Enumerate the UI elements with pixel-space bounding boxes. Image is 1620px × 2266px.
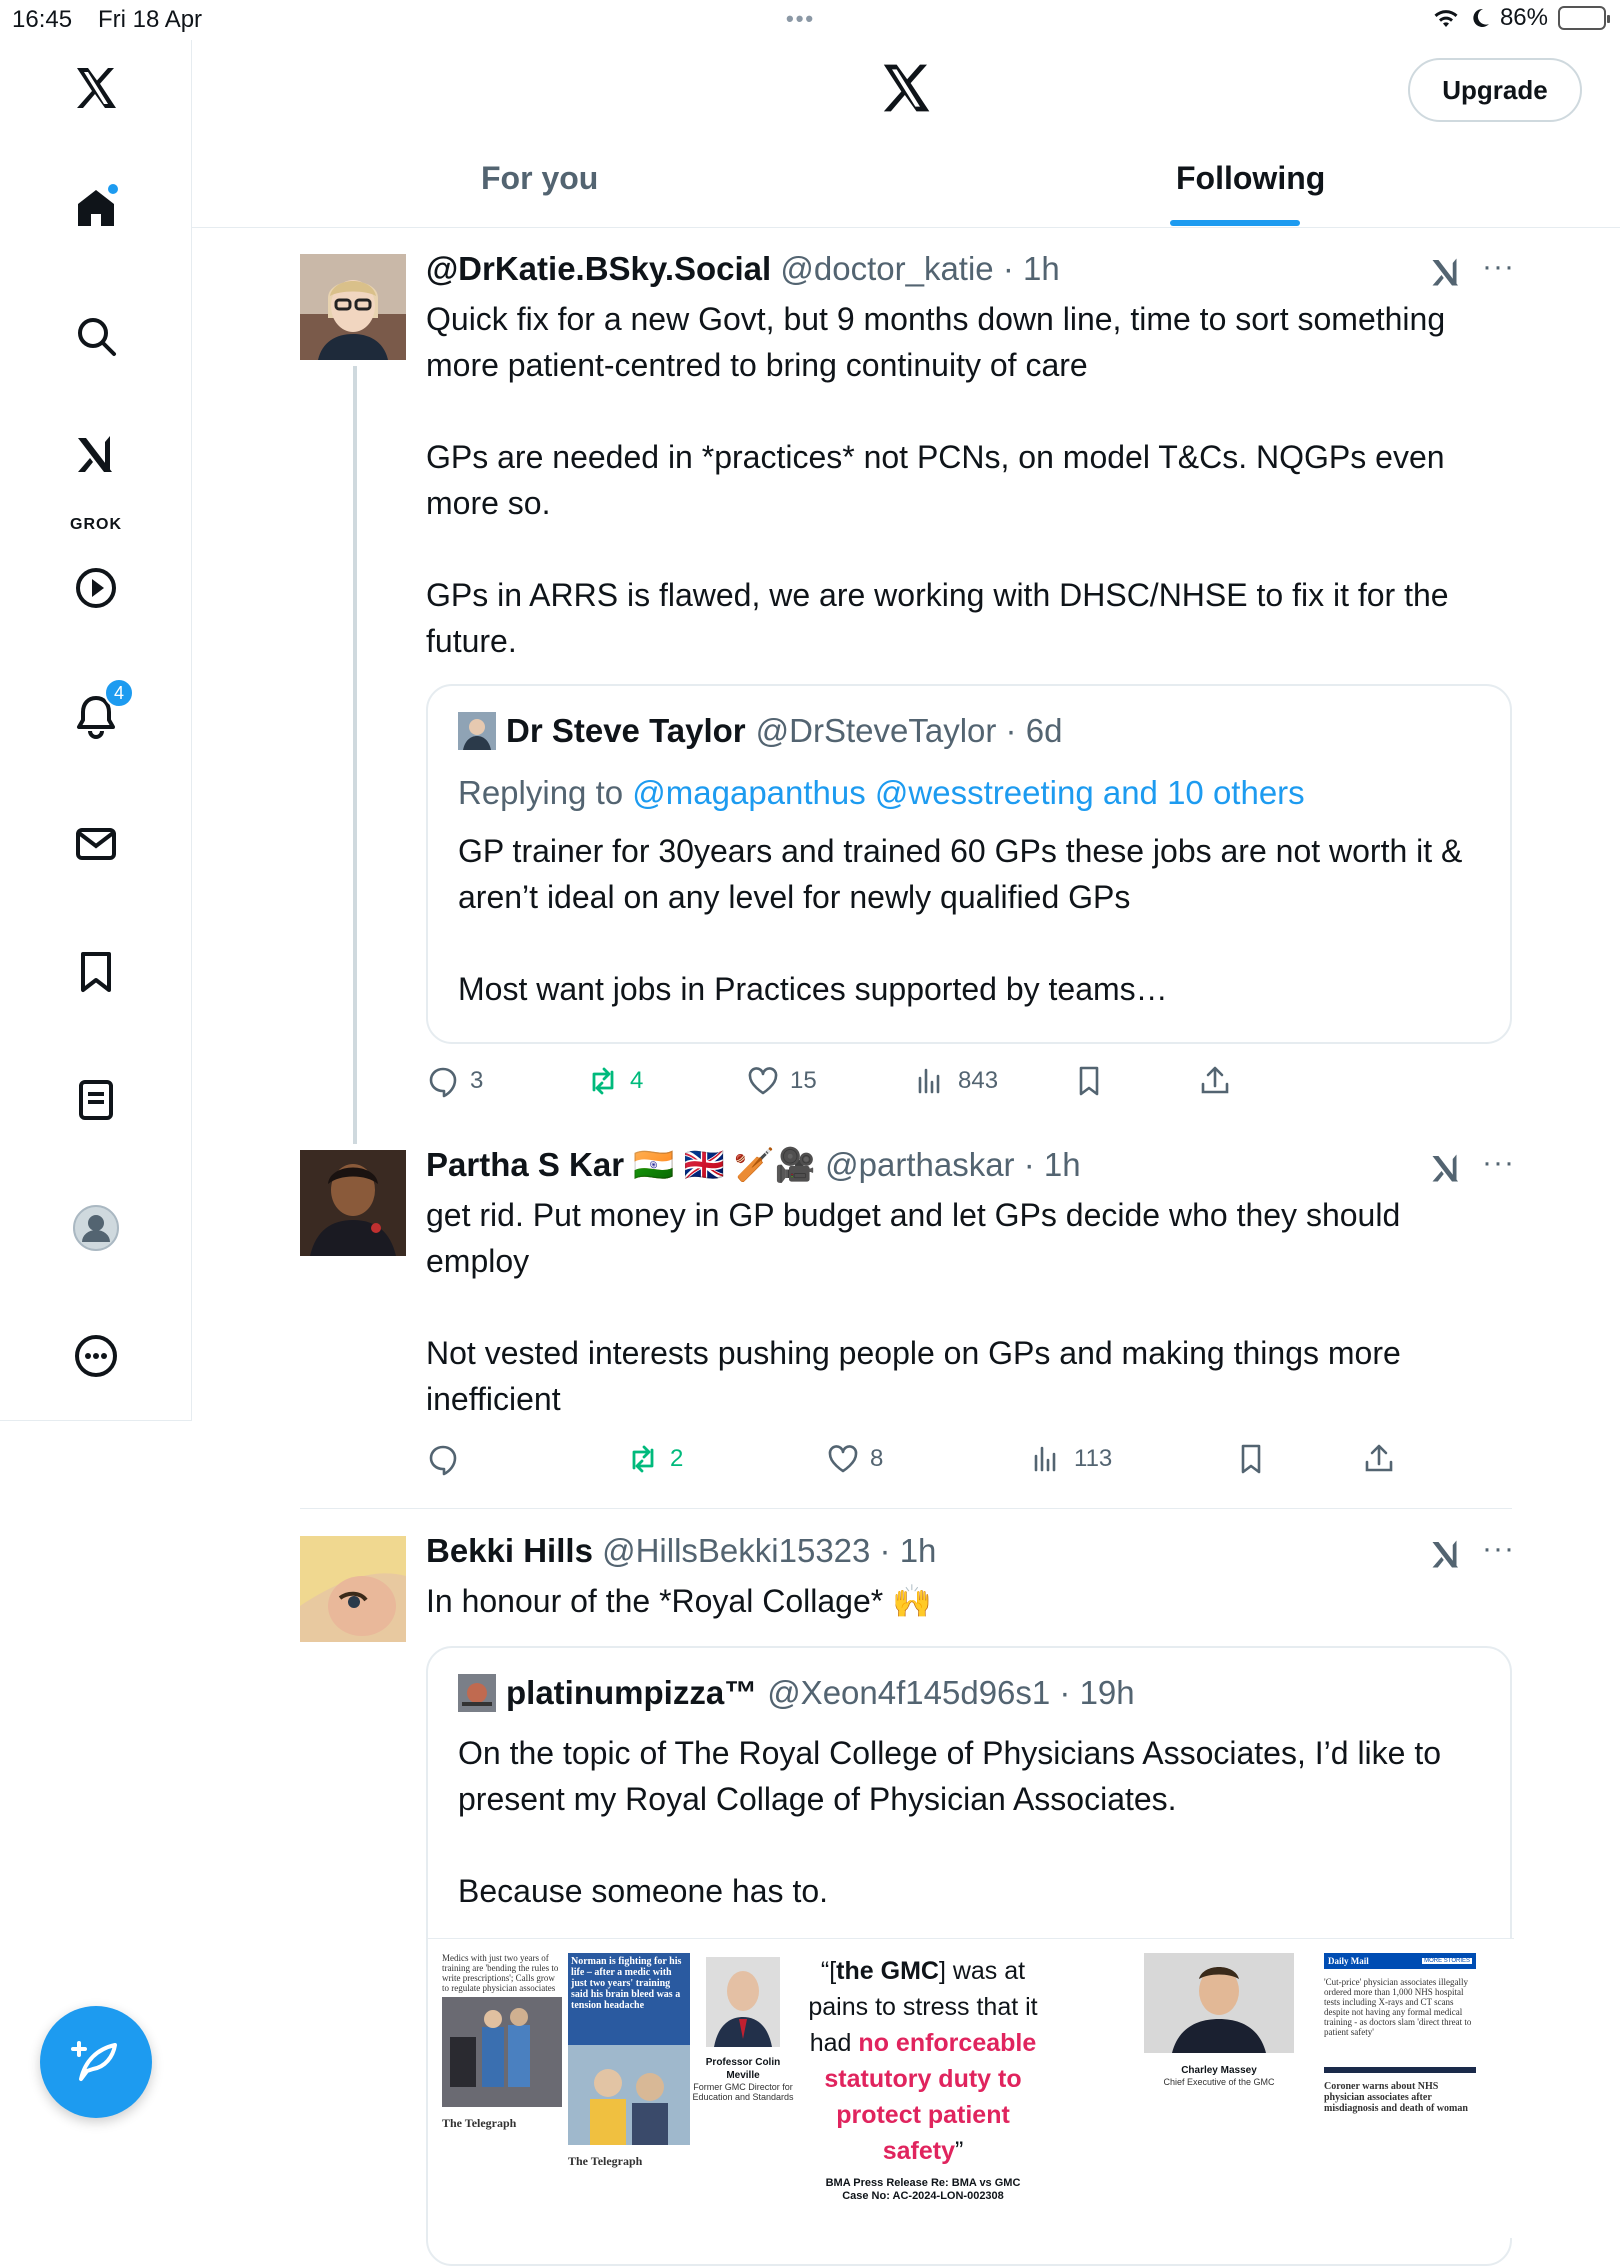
grok-explain-icon[interactable] xyxy=(1428,254,1464,290)
gmc-quote-bold: the GMC xyxy=(836,1957,939,1985)
battery-icon xyxy=(1558,6,1606,30)
quote-avatar xyxy=(458,712,496,750)
views-button[interactable] xyxy=(914,1064,998,1098)
moon-icon xyxy=(1470,7,1490,29)
gmc-quote-close: ” xyxy=(954,2137,964,2165)
panel3-name: Professor Colin Meville xyxy=(705,2057,781,2081)
reply-button[interactable] xyxy=(426,1442,470,1476)
replying-prefix: Replying to xyxy=(458,774,633,811)
share-button[interactable] xyxy=(1362,1442,1396,1476)
tweet-actions xyxy=(426,1442,1526,1482)
collage-panel-telegraph-2 xyxy=(568,1953,690,2233)
grok-label: GROK xyxy=(70,516,122,533)
views-button[interactable] xyxy=(1030,1442,1112,1476)
dailymail-bar xyxy=(1324,1953,1476,1969)
quote-author-name: Dr Steve Taylor xyxy=(506,712,746,749)
gmc-quote-open: “[ xyxy=(820,1957,837,1985)
tweet-actions xyxy=(426,1064,1526,1104)
author-name[interactable]: @DrKatie.BSky.Social xyxy=(426,250,772,287)
tweet-header xyxy=(426,1146,1081,1185)
author-meta[interactable]: @HillsBekki15323 · 1h xyxy=(602,1532,937,1569)
panel1-text: Medics with just two years of training are 'bending the rules to write prescriptions'; Calls grow to regulate physician associates xyxy=(442,1953,559,1993)
replying-to xyxy=(458,774,1305,812)
status-time: 16:45 xyxy=(12,6,73,33)
quote-text: On the topic of The Royal College of Physicians Associates, I’d like to present my Royal Collage of Physician Associates. Because someone has to. xyxy=(458,1735,1442,1909)
heart-icon xyxy=(746,1064,780,1098)
collage-panel-gmc-quote xyxy=(798,1953,1048,2203)
compose-feather-icon xyxy=(69,2035,123,2089)
author-name[interactable]: Bekki Hills xyxy=(426,1532,593,1569)
quote-author-meta: @Xeon4f145d96s1 · 19h xyxy=(767,1674,1135,1711)
gmc-quote-red: no enforceable statutory duty to protect patient safety xyxy=(824,2029,1037,2165)
retweet-count: 4 xyxy=(630,1067,644,1094)
bookmark-button[interactable] xyxy=(1234,1442,1268,1476)
tweet-header xyxy=(426,250,1060,288)
panel5-name: Charley Massey xyxy=(1181,2065,1257,2076)
gmc-quote-mid: ] was at pains to stress that it had xyxy=(808,1957,1038,2057)
x-header-logo-icon xyxy=(878,60,934,116)
quote-author-meta: @DrSteveTaylor · 6d xyxy=(755,712,1063,749)
like-button[interactable] xyxy=(746,1064,817,1098)
dailymail-brand: Daily Mail xyxy=(1328,1956,1369,1966)
collage-panel-telegraph-1 xyxy=(442,1953,562,2233)
author-meta[interactable]: @doctor_katie · 1h xyxy=(780,250,1060,287)
quote-header xyxy=(458,1674,1135,1712)
quote-image-collage[interactable] xyxy=(428,1938,1514,2238)
panel2-photo xyxy=(568,2045,690,2145)
status-date: Fri 18 Apr xyxy=(98,6,203,33)
quoted-tweet[interactable] xyxy=(426,684,1512,1044)
reply-icon xyxy=(426,1064,460,1098)
x-logo-icon[interactable] xyxy=(70,62,122,114)
quote-header xyxy=(458,712,1062,750)
panel5-role: Chief Executive of the GMC xyxy=(1163,2077,1275,2087)
like-count: 8 xyxy=(870,1445,884,1472)
panel3-role: Former GMC Director for Education and Standards xyxy=(692,2082,794,2102)
avatar-drkatie[interactable] xyxy=(300,254,406,360)
panel3-portrait xyxy=(706,1957,780,2047)
panel5-portrait xyxy=(1144,1953,1294,2053)
share-icon xyxy=(1198,1064,1232,1098)
grok-explain-icon[interactable] xyxy=(1428,1150,1464,1186)
views-chart-icon xyxy=(1030,1442,1064,1476)
tweet-text: In honour of the *Royal Collage* 🙌 xyxy=(426,1583,932,1619)
battery-percent: 86% xyxy=(1499,4,1548,31)
tab-following[interactable]: Following xyxy=(1176,160,1326,196)
profile-avatar-icon[interactable] xyxy=(70,1202,122,1254)
status-bar xyxy=(0,0,1620,40)
quoted-tweet[interactable] xyxy=(426,1646,1512,2266)
like-button[interactable] xyxy=(826,1442,883,1476)
notifications-badge: 4 xyxy=(104,678,134,708)
dailymail-text: 'Cut-price' physician associates illegally ordered more than 1,000 NHS hospital tests including X-rays and CT scans despite not having any formal medical training - as doctors slam 'direct threat to patient safety' xyxy=(1324,1977,1472,2037)
like-count: 15 xyxy=(790,1067,817,1094)
retweet-icon xyxy=(586,1064,620,1098)
views-chart-icon xyxy=(914,1064,948,1098)
gmc-footer-1: BMA Press Release Re: BMA vs GMC xyxy=(825,2177,1021,2189)
tweet-more-icon[interactable]: ··· xyxy=(1482,250,1515,283)
share-button[interactable] xyxy=(1198,1064,1232,1098)
search-icon[interactable] xyxy=(70,310,122,362)
collage-panel-meville xyxy=(688,1953,798,2233)
heart-icon xyxy=(826,1442,860,1476)
sidebar-divider xyxy=(0,1420,192,1421)
notifications-bell-icon[interactable] xyxy=(70,682,124,742)
wifi-icon xyxy=(1432,7,1460,29)
bookmark-icon xyxy=(1072,1064,1106,1098)
home-notification-dot xyxy=(106,182,120,196)
author-meta[interactable]: @parthaskar · 1h xyxy=(825,1146,1081,1183)
tweet-more-icon[interactable]: ··· xyxy=(1482,1146,1515,1179)
sidebar xyxy=(0,40,192,1420)
tweet-drkatie[interactable] xyxy=(300,250,1515,1110)
reply-button[interactable] xyxy=(426,1064,483,1098)
tweet-more-icon[interactable]: ··· xyxy=(1482,1532,1515,1565)
avatar-bekkihills[interactable] xyxy=(300,1536,406,1642)
tab-for-you[interactable]: For you xyxy=(481,160,599,196)
share-icon xyxy=(1362,1442,1396,1476)
dailymail-text-2: Coroner warns about NHS physician associates after misdiagnosis and death of woman xyxy=(1324,2081,1468,2114)
active-tab-indicator xyxy=(1170,220,1300,226)
quote-text: GP trainer for 30years and trained 60 GPs these jobs are not worth it & aren’t ideal on any level for newly qualified GPs Most want jobs in Practices supported by teams… xyxy=(458,833,1463,1007)
grok-explain-icon[interactable] xyxy=(1428,1536,1464,1572)
retweet-button[interactable] xyxy=(626,1442,683,1476)
retweet-icon xyxy=(626,1442,660,1476)
collage-panel-massey xyxy=(1144,1953,1294,2233)
gmc-footer-2: Case No: AC-2024-LON-002308 xyxy=(842,2190,1004,2202)
quote-avatar xyxy=(458,1674,496,1712)
more-options-icon[interactable] xyxy=(70,1330,122,1382)
author-name[interactable]: Partha S Kar 🇮🇳 🇬🇧 🏏🎥 xyxy=(426,1146,816,1183)
status-right xyxy=(1432,4,1606,32)
bookmarks-icon[interactable] xyxy=(70,946,122,998)
compose-post-button[interactable] xyxy=(40,2006,152,2118)
lists-icon[interactable] xyxy=(70,1074,122,1126)
timeline-header xyxy=(192,40,1620,228)
replying-to-links[interactable]: @magapanthus @wesstreeting and 10 others xyxy=(632,774,1305,811)
panel1-paper: The Telegraph xyxy=(442,2116,517,2130)
messages-envelope-icon[interactable] xyxy=(70,818,122,870)
tweet-header xyxy=(426,1532,936,1570)
grok-icon[interactable] xyxy=(70,428,122,480)
retweet-button[interactable] xyxy=(586,1064,643,1098)
views-count: 113 xyxy=(1074,1445,1113,1472)
home-icon[interactable] xyxy=(70,182,122,234)
upgrade-button[interactable]: Upgrade xyxy=(1408,58,1582,122)
tweet-text: get rid. Put money in GP budget and let GPs decide who they should employ Not vested interests pushing people on GPs and making things more inefficient xyxy=(426,1197,1401,1417)
views-count: 843 xyxy=(958,1067,999,1094)
panel2-headline: Norman is fighting for his life – after a medic with just two years' training said his brain bleed was a tension headache xyxy=(568,1953,690,2045)
avatar-parthaskar[interactable] xyxy=(300,1150,406,1256)
retweet-count: 2 xyxy=(670,1445,684,1472)
bookmark-icon xyxy=(1234,1442,1268,1476)
dailymail-more: MORE STORIES xyxy=(1424,1958,1470,1964)
dailymail-divider xyxy=(1324,2067,1476,2073)
tweet-bekkihills[interactable] xyxy=(300,1532,1515,2202)
panel1-photo xyxy=(442,1997,562,2107)
collage-panel-dailymail xyxy=(1324,1953,1476,2233)
panel2-paper: The Telegraph xyxy=(568,2154,643,2168)
tweet-parthaskar[interactable] xyxy=(300,1146,1515,1476)
quote-author-name: platinumpizza™ xyxy=(506,1674,758,1711)
reply-count: 3 xyxy=(470,1067,484,1094)
reply-icon xyxy=(426,1442,460,1476)
video-play-icon[interactable] xyxy=(70,562,122,614)
tweet-divider xyxy=(300,1508,1512,1509)
tweet-text: Quick fix for a new Govt, but 9 months down line, time to sort something more patient-centred to bring continuity of care GPs are needed in *practices* not PCNs, on model T&Cs. NQGPs even more so. GPs in ARRS is flawed, we are working with DHSC/NHSE to fix it for the future. xyxy=(426,301,1449,659)
multitask-dots-icon[interactable]: ••• xyxy=(786,6,816,31)
bookmark-button[interactable] xyxy=(1072,1064,1106,1098)
